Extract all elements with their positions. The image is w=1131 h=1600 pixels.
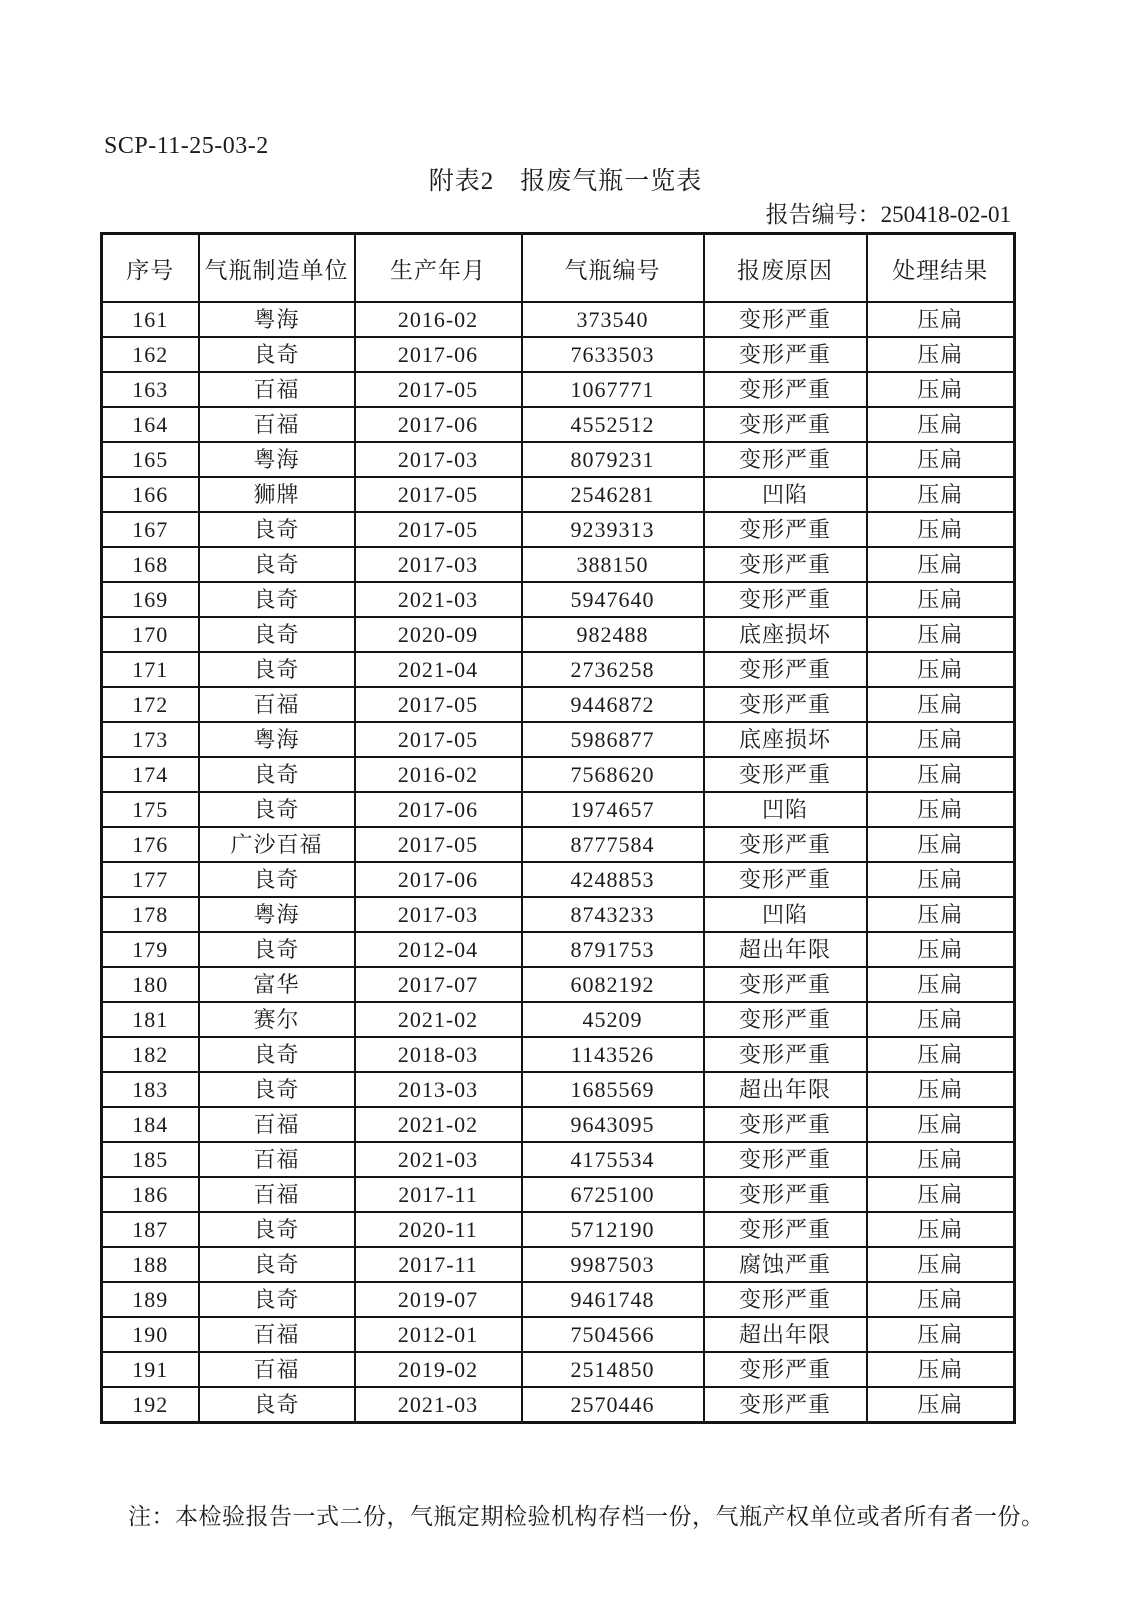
- table-cell: 变形严重: [704, 1142, 867, 1177]
- table-cell: 2016-02: [355, 757, 522, 792]
- table-cell: 1974657: [522, 792, 704, 827]
- table-cell: 2018-03: [355, 1037, 522, 1072]
- table-cell: 良奇: [199, 932, 355, 967]
- table-cell: 底座损坏: [704, 617, 867, 652]
- table-row: [102, 582, 1015, 617]
- column-header: 气瓶编号: [522, 234, 704, 303]
- table-cell: 2017-05: [355, 477, 522, 512]
- scrap-cylinder-table: [100, 232, 1016, 1424]
- table-cell: 变形严重: [704, 547, 867, 582]
- table-cell: 176: [102, 827, 199, 862]
- table-cell: 2012-04: [355, 932, 522, 967]
- table-cell: 变形严重: [704, 1387, 867, 1423]
- table-cell: 192: [102, 1387, 199, 1423]
- table-cell: 压扁: [867, 372, 1015, 407]
- table-row: [102, 932, 1015, 967]
- table-cell: 174: [102, 757, 199, 792]
- table-cell: 2021-03: [355, 582, 522, 617]
- table-cell: 压扁: [867, 302, 1015, 337]
- table-cell: 压扁: [867, 792, 1015, 827]
- table-cell: 170: [102, 617, 199, 652]
- table-row: [102, 1317, 1015, 1352]
- table-row: [102, 1247, 1015, 1282]
- table-cell: 压扁: [867, 1177, 1015, 1212]
- table-cell: 狮牌: [199, 477, 355, 512]
- table-cell: 2019-07: [355, 1282, 522, 1317]
- table-cell: 压扁: [867, 1317, 1015, 1352]
- table-row: [102, 792, 1015, 827]
- header-row: [102, 234, 1015, 303]
- table-cell: 变形严重: [704, 1037, 867, 1072]
- table-cell: 2016-02: [355, 302, 522, 337]
- column-header: 序号: [102, 234, 199, 303]
- table-row: [102, 862, 1015, 897]
- table-cell: 变形严重: [704, 1352, 867, 1387]
- table-cell: 压扁: [867, 1247, 1015, 1282]
- table-cell: 百福: [199, 1317, 355, 1352]
- table-cell: 压扁: [867, 897, 1015, 932]
- table-row: [102, 722, 1015, 757]
- table-row: [102, 337, 1015, 372]
- table-cell: 8791753: [522, 932, 704, 967]
- table-cell: 变形严重: [704, 687, 867, 722]
- table-cell: 188: [102, 1247, 199, 1282]
- table-cell: 超出年限: [704, 1317, 867, 1352]
- table-cell: 良奇: [199, 757, 355, 792]
- table-cell: 变形严重: [704, 442, 867, 477]
- table-cell: 2013-03: [355, 1072, 522, 1107]
- table-cell: 2017-05: [355, 722, 522, 757]
- table-cell: 压扁: [867, 1212, 1015, 1247]
- table-cell: 2017-07: [355, 967, 522, 1002]
- table-cell: 191: [102, 1352, 199, 1387]
- table-cell: 广沙百福: [199, 827, 355, 862]
- column-header: 报废原因: [704, 234, 867, 303]
- table-row: [102, 757, 1015, 792]
- table-cell: 7568620: [522, 757, 704, 792]
- table-cell: 压扁: [867, 862, 1015, 897]
- table-cell: 186: [102, 1177, 199, 1212]
- table-cell: 2021-03: [355, 1387, 522, 1423]
- table-cell: 超出年限: [704, 932, 867, 967]
- table-cell: 良奇: [199, 1387, 355, 1423]
- table-cell: 压扁: [867, 1072, 1015, 1107]
- table-cell: 2017-05: [355, 827, 522, 862]
- table-cell: 压扁: [867, 1002, 1015, 1037]
- table-cell: 压扁: [867, 617, 1015, 652]
- table-cell: 良奇: [199, 582, 355, 617]
- table-cell: 压扁: [867, 407, 1015, 442]
- table-row: [102, 1142, 1015, 1177]
- table-cell: 8079231: [522, 442, 704, 477]
- table-cell: 腐蚀严重: [704, 1247, 867, 1282]
- table-cell: 9987503: [522, 1247, 704, 1282]
- table-row: [102, 897, 1015, 932]
- table-cell: 变形严重: [704, 407, 867, 442]
- doc-code: SCP-11-25-03-2: [104, 133, 269, 159]
- table-cell: 190: [102, 1317, 199, 1352]
- table-cell: 2021-02: [355, 1107, 522, 1142]
- table-row: [102, 547, 1015, 582]
- table-cell: 良奇: [199, 1037, 355, 1072]
- column-header: 气瓶制造单位: [199, 234, 355, 303]
- table-cell: 变形严重: [704, 337, 867, 372]
- table-cell: 变形严重: [704, 757, 867, 792]
- table-row: [102, 512, 1015, 547]
- table-cell: 变形严重: [704, 1002, 867, 1037]
- table-cell: 9446872: [522, 687, 704, 722]
- table-cell: 良奇: [199, 1282, 355, 1317]
- table-cell: 变形严重: [704, 967, 867, 1002]
- table-cell: 388150: [522, 547, 704, 582]
- table-cell: 178: [102, 897, 199, 932]
- scrap-table-body: [102, 302, 1015, 1423]
- table-cell: 2017-05: [355, 512, 522, 547]
- table-cell: 5947640: [522, 582, 704, 617]
- table-cell: 187: [102, 1212, 199, 1247]
- table-cell: 175: [102, 792, 199, 827]
- table-cell: 2021-03: [355, 1142, 522, 1177]
- table-row: [102, 1107, 1015, 1142]
- table-cell: 变形严重: [704, 1107, 867, 1142]
- table-cell: 173: [102, 722, 199, 757]
- table-cell: 2017-06: [355, 792, 522, 827]
- table-cell: 8743233: [522, 897, 704, 932]
- table-cell: 183: [102, 1072, 199, 1107]
- table-cell: 9461748: [522, 1282, 704, 1317]
- table-cell: 2546281: [522, 477, 704, 512]
- table-cell: 变形严重: [704, 652, 867, 687]
- table-cell: 168: [102, 547, 199, 582]
- footer-note: 注：本检验报告一式二份，气瓶定期检验机构存档一份，气瓶产权单位或者所有者一份。: [128, 1504, 1045, 1529]
- table-cell: 4248853: [522, 862, 704, 897]
- column-header: 生产年月: [355, 234, 522, 303]
- table-cell: 凹陷: [704, 477, 867, 512]
- table-cell: 良奇: [199, 1247, 355, 1282]
- table-cell: 底座损坏: [704, 722, 867, 757]
- table-row: [102, 617, 1015, 652]
- table-cell: 变形严重: [704, 582, 867, 617]
- table-cell: 变形严重: [704, 1212, 867, 1247]
- table-cell: 2017-03: [355, 442, 522, 477]
- table-cell: 185: [102, 1142, 199, 1177]
- column-header: 处理结果: [867, 234, 1015, 303]
- table-cell: 粤海: [199, 442, 355, 477]
- table-cell: 粤海: [199, 722, 355, 757]
- table-cell: 45209: [522, 1002, 704, 1037]
- table-cell: 百福: [199, 1352, 355, 1387]
- table-cell: 180: [102, 967, 199, 1002]
- table-cell: 百福: [199, 372, 355, 407]
- table-cell: 2017-03: [355, 547, 522, 582]
- table-cell: 变形严重: [704, 862, 867, 897]
- table-cell: 压扁: [867, 512, 1015, 547]
- table-cell: 压扁: [867, 932, 1015, 967]
- table-cell: 2017-06: [355, 407, 522, 442]
- table-cell: 压扁: [867, 652, 1015, 687]
- table-cell: 2021-02: [355, 1002, 522, 1037]
- table-row: [102, 652, 1015, 687]
- table-cell: 压扁: [867, 1282, 1015, 1317]
- table-cell: 2017-06: [355, 862, 522, 897]
- table-cell: 7633503: [522, 337, 704, 372]
- table-cell: 5712190: [522, 1212, 704, 1247]
- table-row: [102, 967, 1015, 1002]
- table-cell: 8777584: [522, 827, 704, 862]
- table-cell: 良奇: [199, 512, 355, 547]
- table-cell: 良奇: [199, 547, 355, 582]
- table-cell: 1685569: [522, 1072, 704, 1107]
- table-cell: 161: [102, 302, 199, 337]
- table-cell: 179: [102, 932, 199, 967]
- table-cell: 162: [102, 337, 199, 372]
- table-cell: 粤海: [199, 897, 355, 932]
- table-cell: 2017-11: [355, 1247, 522, 1282]
- table-row: [102, 442, 1015, 477]
- table-row: [102, 687, 1015, 722]
- table-cell: 良奇: [199, 652, 355, 687]
- table-cell: 172: [102, 687, 199, 722]
- table-cell: 百福: [199, 407, 355, 442]
- table-row: [102, 372, 1015, 407]
- table-cell: 凹陷: [704, 897, 867, 932]
- table-cell: 2570446: [522, 1387, 704, 1423]
- table-cell: 良奇: [199, 862, 355, 897]
- table-cell: 6725100: [522, 1177, 704, 1212]
- table-row: [102, 827, 1015, 862]
- table-cell: 压扁: [867, 1142, 1015, 1177]
- table-cell: 百福: [199, 1107, 355, 1142]
- table-cell: 164: [102, 407, 199, 442]
- table-cell: 压扁: [867, 722, 1015, 757]
- table-cell: 2020-11: [355, 1212, 522, 1247]
- table-cell: 9643095: [522, 1107, 704, 1142]
- table-row: [102, 407, 1015, 442]
- table-cell: 182: [102, 1037, 199, 1072]
- table-cell: 7504566: [522, 1317, 704, 1352]
- table-cell: 2021-04: [355, 652, 522, 687]
- table-cell: 压扁: [867, 687, 1015, 722]
- table-cell: 169: [102, 582, 199, 617]
- table-cell: 压扁: [867, 757, 1015, 792]
- table-cell: 赛尔: [199, 1002, 355, 1037]
- table-cell: 变形严重: [704, 827, 867, 862]
- table-cell: 压扁: [867, 1387, 1015, 1423]
- table-row: [102, 1072, 1015, 1107]
- table-row: [102, 1352, 1015, 1387]
- table-cell: 2020-09: [355, 617, 522, 652]
- table-cell: 1067771: [522, 372, 704, 407]
- table-cell: 变形严重: [704, 1282, 867, 1317]
- table-row: [102, 1177, 1015, 1212]
- table-cell: 压扁: [867, 1037, 1015, 1072]
- table-cell: 982488: [522, 617, 704, 652]
- table-row: [102, 1212, 1015, 1247]
- table-cell: 压扁: [867, 827, 1015, 862]
- table-cell: 4175534: [522, 1142, 704, 1177]
- table-cell: 171: [102, 652, 199, 687]
- table-cell: 压扁: [867, 337, 1015, 372]
- table-cell: 2012-01: [355, 1317, 522, 1352]
- table-cell: 百福: [199, 1142, 355, 1177]
- table-cell: 2017-11: [355, 1177, 522, 1212]
- table-cell: 9239313: [522, 512, 704, 547]
- table-row: [102, 1002, 1015, 1037]
- table-cell: 变形严重: [704, 512, 867, 547]
- table-cell: 压扁: [867, 582, 1015, 617]
- table-cell: 百福: [199, 687, 355, 722]
- table-row: [102, 1282, 1015, 1317]
- table-cell: 2736258: [522, 652, 704, 687]
- table-cell: 粤海: [199, 302, 355, 337]
- table-cell: 变形严重: [704, 302, 867, 337]
- table-cell: 良奇: [199, 792, 355, 827]
- table-cell: 166: [102, 477, 199, 512]
- table-cell: 超出年限: [704, 1072, 867, 1107]
- table-cell: 良奇: [199, 1072, 355, 1107]
- table-cell: 163: [102, 372, 199, 407]
- table-cell: 2017-03: [355, 897, 522, 932]
- table-row: [102, 302, 1015, 337]
- table-cell: 压扁: [867, 967, 1015, 1002]
- table-cell: 1143526: [522, 1037, 704, 1072]
- table-cell: 变形严重: [704, 372, 867, 407]
- table-cell: 压扁: [867, 442, 1015, 477]
- table-cell: 良奇: [199, 337, 355, 372]
- table-cell: 2017-05: [355, 687, 522, 722]
- table-cell: 177: [102, 862, 199, 897]
- table-cell: 压扁: [867, 477, 1015, 512]
- table-cell: 2514850: [522, 1352, 704, 1387]
- table-cell: 2019-02: [355, 1352, 522, 1387]
- page-title: 附表2 报废气瓶一览表: [428, 168, 703, 195]
- table-cell: 变形严重: [704, 1177, 867, 1212]
- table-cell: 凹陷: [704, 792, 867, 827]
- table-cell: 压扁: [867, 1107, 1015, 1142]
- table-cell: 167: [102, 512, 199, 547]
- table-cell: 6082192: [522, 967, 704, 1002]
- table-cell: 良奇: [199, 617, 355, 652]
- table-cell: 5986877: [522, 722, 704, 757]
- table-cell: 373540: [522, 302, 704, 337]
- table-cell: 181: [102, 1002, 199, 1037]
- table-row: [102, 477, 1015, 512]
- table-cell: 良奇: [199, 1212, 355, 1247]
- table-cell: 2017-06: [355, 337, 522, 372]
- table-row: [102, 1037, 1015, 1072]
- table-row: [102, 1387, 1015, 1423]
- report-number: 报告编号：250418-02-01: [765, 202, 1011, 227]
- table-cell: 184: [102, 1107, 199, 1142]
- table-cell: 百福: [199, 1177, 355, 1212]
- table-cell: 165: [102, 442, 199, 477]
- table-cell: 4552512: [522, 407, 704, 442]
- table-cell: 压扁: [867, 1352, 1015, 1387]
- table-cell: 压扁: [867, 547, 1015, 582]
- table-cell: 2017-05: [355, 372, 522, 407]
- table-cell: 189: [102, 1282, 199, 1317]
- table-cell: 富华: [199, 967, 355, 1002]
